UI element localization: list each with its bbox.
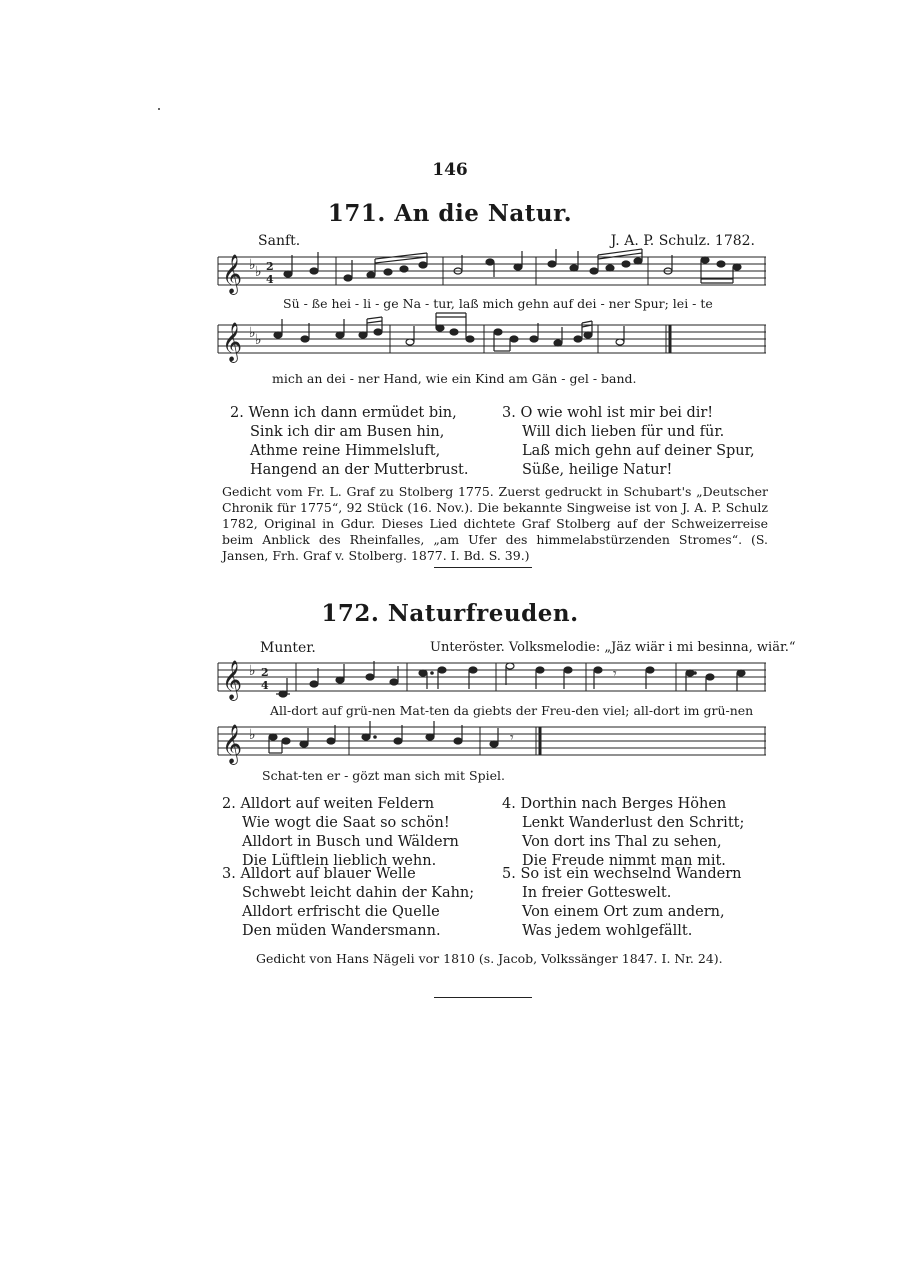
verse-line: Von dort ins Thal zu sehen, — [522, 834, 722, 850]
svg-text:2: 2 — [266, 260, 274, 273]
verse-line: 2. Alldort auf weiten Feldern — [222, 796, 435, 812]
page-speck — [158, 108, 160, 110]
music-staff-171-1 — [218, 254, 766, 294]
verse-line: 5. So ist ein wechselnd Wandern — [502, 866, 742, 882]
verse-block — [222, 795, 459, 871]
lyrics-line: mich an dei - ner Hand, wie ein Kind am Gän - gel - band. — [272, 371, 637, 386]
verse-line: Den müden Wandersmann. — [242, 923, 441, 939]
svg-text:♭: ♭ — [255, 264, 262, 280]
verse-line: Alldort erfrischt die Quelle — [242, 904, 440, 920]
verse-line: Athme reine Himmelsluft, — [250, 443, 441, 459]
verse-line: Von einem Ort zum andern, — [522, 904, 725, 920]
verse-block — [502, 404, 755, 480]
svg-text:♭: ♭ — [249, 257, 256, 273]
verse-line: 3. Alldort auf blauer Welle — [222, 866, 416, 882]
verse-block — [502, 865, 742, 941]
verse-line: Lenkt Wanderlust den Schritt; — [522, 815, 745, 831]
svg-text:♭: ♭ — [249, 727, 256, 743]
verse-line: Schwebt leicht dahin der Kahn; — [242, 885, 475, 901]
verse-line: Laß mich gehn auf deiner Spur, — [522, 443, 755, 459]
svg-text:𝄾: 𝄾 — [510, 730, 514, 746]
svg-text:♭: ♭ — [249, 663, 256, 679]
verse-line: Will dich lieben für und für. — [522, 424, 725, 440]
verse-line: Wie wogt die Saat so schön! — [242, 815, 450, 831]
tempo-marking: Sanft. — [258, 233, 301, 249]
verse-line: Die Freude nimmt man mit. — [522, 853, 726, 869]
svg-text:♭: ♭ — [255, 332, 262, 348]
verse-line: 4. Dorthin nach Berges Höhen — [502, 796, 727, 812]
song-title-171: 171. An die Natur. — [327, 200, 573, 227]
lyrics-line: All-dort auf grü-nen Mat-ten da giebts der Freu-den viel; all-dort im grü-nen — [270, 703, 754, 718]
verse-line: 3. O wie wohl ist mir bei dir! — [502, 405, 714, 421]
lyrics-line: Sü - ße hei - li - ge Na - tur, laß mich gehn auf dei - ner Spur; lei - te — [283, 296, 713, 311]
verse-block — [222, 865, 474, 941]
svg-text:𝄞: 𝄞 — [222, 254, 243, 294]
section-divider — [434, 997, 532, 998]
verse-line: Was jedem wohlgefällt. — [522, 923, 693, 939]
section-divider — [434, 567, 532, 568]
verse-line: Die Lüftlein lieblich wehn. — [242, 853, 437, 869]
verse-block — [230, 404, 469, 480]
svg-text:𝄞: 𝄞 — [222, 322, 243, 362]
melody-source: Unteröster. Volksmelodie: „Jäz wiär i mi besinna, wiär.“ — [430, 640, 796, 655]
composer-credit: J. A. P. Schulz. 1782. — [610, 233, 755, 249]
verse-line: Süße, heilige Natur! — [522, 462, 673, 478]
music-staff-171-2 — [218, 322, 766, 362]
svg-text:𝄾: 𝄾 — [613, 666, 617, 682]
lyrics-line: Schat-ten er - gözt man sich mit Spiel. — [262, 768, 505, 783]
verse-line: Sink ich dir am Busen hin, — [250, 424, 445, 440]
source-note: Gedicht vom Fr. L. Graf zu Stolberg 1775. Zuerst gedruckt in Schubart's „Deutscher Chronik für 1775“, 92 Stück (16. Nov.). Die bekannte Singweise ist von J. A. P. Schulz 1782, Original in Gdur. Dieses Lied dichtete Graf Stolberg auf der Schweizerreise beim Anblick des Rheinfalles, „am Ufer des himmelabstürzenden Stromes“. (S. Jansen, Frh. Graf v. Stolberg. 1877. I. Bd. S. 39.) — [222, 484, 768, 563]
verse-block — [502, 795, 744, 871]
music-staff-172-2 — [218, 724, 766, 764]
verse-line: In freier Gotteswelt. — [522, 885, 672, 901]
source-note: Gedicht von Hans Nägeli vor 1810 (s. Jacob, Volkssänger 1847. I. Nr. 24). — [256, 951, 723, 966]
svg-text:4: 4 — [261, 679, 269, 692]
svg-text:𝄞: 𝄞 — [222, 660, 243, 700]
svg-text:4: 4 — [266, 273, 274, 286]
verse-line: Hangend an der Mutterbrust. — [250, 462, 469, 478]
svg-text:2: 2 — [261, 666, 269, 679]
verse-line: 2. Wenn ich dann ermüdet bin, — [230, 405, 457, 421]
svg-text:𝄞: 𝄞 — [222, 724, 243, 764]
page-number: 146 — [432, 160, 468, 180]
verse-line: Alldort in Busch und Wäldern — [242, 834, 459, 850]
song-title-172: 172. Naturfreuden. — [321, 600, 579, 627]
music-staff-172-1 — [218, 660, 766, 700]
tempo-marking: Munter. — [260, 640, 316, 656]
svg-text:♭: ♭ — [249, 325, 256, 341]
